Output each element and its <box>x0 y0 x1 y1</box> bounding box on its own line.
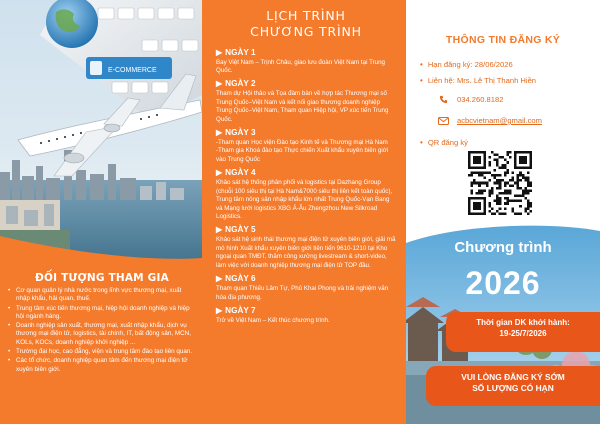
audience-item: • Doanh nghiệp sản xuất, thương mại, xuất nhập khẩu, dịch vụ thương mại điện tử, logistics, tài chính, IT, bất động sản, MCN, KOLs, KOCs, doanh nghiệp khởi nghiệp ... <box>8 322 196 347</box>
register-early-cta[interactable] <box>426 366 600 406</box>
registration-panel <box>406 0 600 424</box>
contact-row <box>420 76 536 85</box>
schedule-title <box>216 8 396 41</box>
phone-row[interactable] <box>436 95 503 104</box>
audience-item: • Các tổ chức, doanh nghiệp quan tâm đến thương mại điện tử xuyên biên giới. <box>8 357 196 374</box>
arrow-icon: ▶ <box>216 305 223 315</box>
bullet-icon: • <box>420 138 423 147</box>
arrow-icon: ▶ <box>216 168 223 178</box>
day-text: Tham dự Hội thảo và Tọa đàm bàn về hợp tác Thương mại số Trung Quốc–Việt Nam và kết nối giao thương doanh nghiệp Trung Quốc–Việt Nam, Tham quan Hiệp hội, VP xúc tiến Trung Quốc. <box>216 90 389 123</box>
day-block-7 <box>216 306 396 325</box>
phone-icon <box>436 95 450 104</box>
day-text: Tham quan Thiếu Lâm Tự, Phủ Khai Phong và trải nghiệm văn hóa địa phương. <box>216 285 389 301</box>
day-block-4 <box>216 168 396 221</box>
day-text: Khảo sát hệ sinh thái thương mại điện tử xuyên biên giới, giải mã mô hình Xuất khẩu xuyên biên giới tiên tiến 9610-1210 tại Kho ngoại quan TMĐT, thăm công xưởng livestream & short-video, làm việc với doanh nghiệp thương mại điện tử TOP đầu. <box>216 236 396 269</box>
deadline-row <box>420 60 513 69</box>
ecommerce-key-label: E-COMMERCE <box>108 67 157 74</box>
audience-item: • Trường đại học, cao đẳng, viện và trung tâm đào tạo liên quan. <box>8 348 196 356</box>
schedule-title-line2: CHƯƠNG TRÌNH <box>250 24 362 40</box>
hero-image <box>0 0 202 270</box>
arrow-icon: ▶ <box>216 274 223 284</box>
day-text: -Tham quan Học viện Đào tạo Kinh tế và Thương mại Hà Nam -Tham gia Khoá đào tạo Thực chiến Xuất khẩu xuyên biên giới vào Trung Quốc <box>216 139 389 163</box>
arrow-icon: ▶ <box>216 128 223 138</box>
day-block-6 <box>216 274 396 302</box>
email-link[interactable]: acbcvietnam@gmail.com <box>457 116 542 125</box>
mail-icon <box>436 117 450 125</box>
audience-title: ĐỐI TƯỢNG THAM GIA <box>35 272 169 284</box>
bullet-icon: • <box>420 76 423 85</box>
day-block-1 <box>216 48 396 76</box>
audience-item: • Cơ quan quản lý nhà nước trong lĩnh vực thương mại, xuất nhập khẩu, hải quan, thuế. <box>8 287 196 304</box>
left-panel <box>0 0 202 424</box>
day-text: Khảo sát hệ thống phân phối và logistics tại Dazhang Group (chuỗi 100 siêu thị tại Hà Nam&7000 siêu thị liên kết toàn quốc), Trung tâm nông sản nhập khẩu lớn nhất Trung Quốc-Vạn Bang và Mạng lưới logistics XBG Á-Âu Zhengzhou New Silkroad Logistics. <box>216 179 393 220</box>
deadline-text: Hạn đăng ký: 28/06/2026 <box>427 60 513 69</box>
qr-label-row <box>420 138 468 147</box>
program-label: Chương trình <box>454 239 552 256</box>
day-label: NGÀY 2 <box>225 79 256 89</box>
audience-list <box>8 287 196 374</box>
departure-title: Thời gian DK khởi hành: <box>476 318 570 327</box>
day-block-2 <box>216 79 396 124</box>
day-label: NGÀY 7 <box>225 305 256 315</box>
cta-line2: SỐ LƯỢNG CÓ HẠN <box>472 383 554 394</box>
program-year: 2026 <box>465 265 541 301</box>
arrow-icon: ▶ <box>216 225 223 235</box>
registration-title: THÔNG TIN ĐĂNG KÝ <box>445 34 561 46</box>
day-block-5 <box>216 225 396 270</box>
schedule-panel <box>202 0 406 424</box>
day-text: Trở về Việt Nam – Kết thúc chương trình. <box>216 316 330 324</box>
day-label: NGÀY 3 <box>225 128 256 138</box>
day-label: NGÀY 5 <box>225 225 256 235</box>
schedule-title-line1: LỊCH TRÌNH <box>266 8 346 23</box>
qr-code[interactable] <box>468 151 532 215</box>
day-text: Bay Việt Nam – Trịnh Châu, giao lưu đoàn Việt Nam tại Trung Quốc. <box>216 58 386 74</box>
day-label: NGÀY 6 <box>225 274 256 284</box>
audience-item: • Trung tâm xúc tiến thương mại, hiệp hội doanh nghiệp và hiệp hội ngành hàng. <box>8 305 196 322</box>
day-label: NGÀY 1 <box>225 47 256 57</box>
contact-text: Liên hệ: Mrs. Lê Thị Thanh Hiền <box>427 76 537 85</box>
day-block-3 <box>216 128 396 164</box>
arrow-icon: ▶ <box>216 47 223 57</box>
phone-number[interactable]: 034.260.8182 <box>457 95 504 104</box>
email-row[interactable] <box>436 116 542 125</box>
arrow-icon: ▶ <box>216 79 223 89</box>
audience-section <box>0 268 202 424</box>
departure-dates: 19-25/7/2026 <box>499 328 547 338</box>
day-label: NGÀY 4 <box>225 168 256 178</box>
qr-label: QR đăng ký <box>427 138 468 147</box>
cta-line1: VUI LÒNG ĐĂNG KÝ SỚM <box>461 372 565 382</box>
departure-time-box <box>446 312 600 352</box>
bullet-icon: • <box>420 60 423 69</box>
